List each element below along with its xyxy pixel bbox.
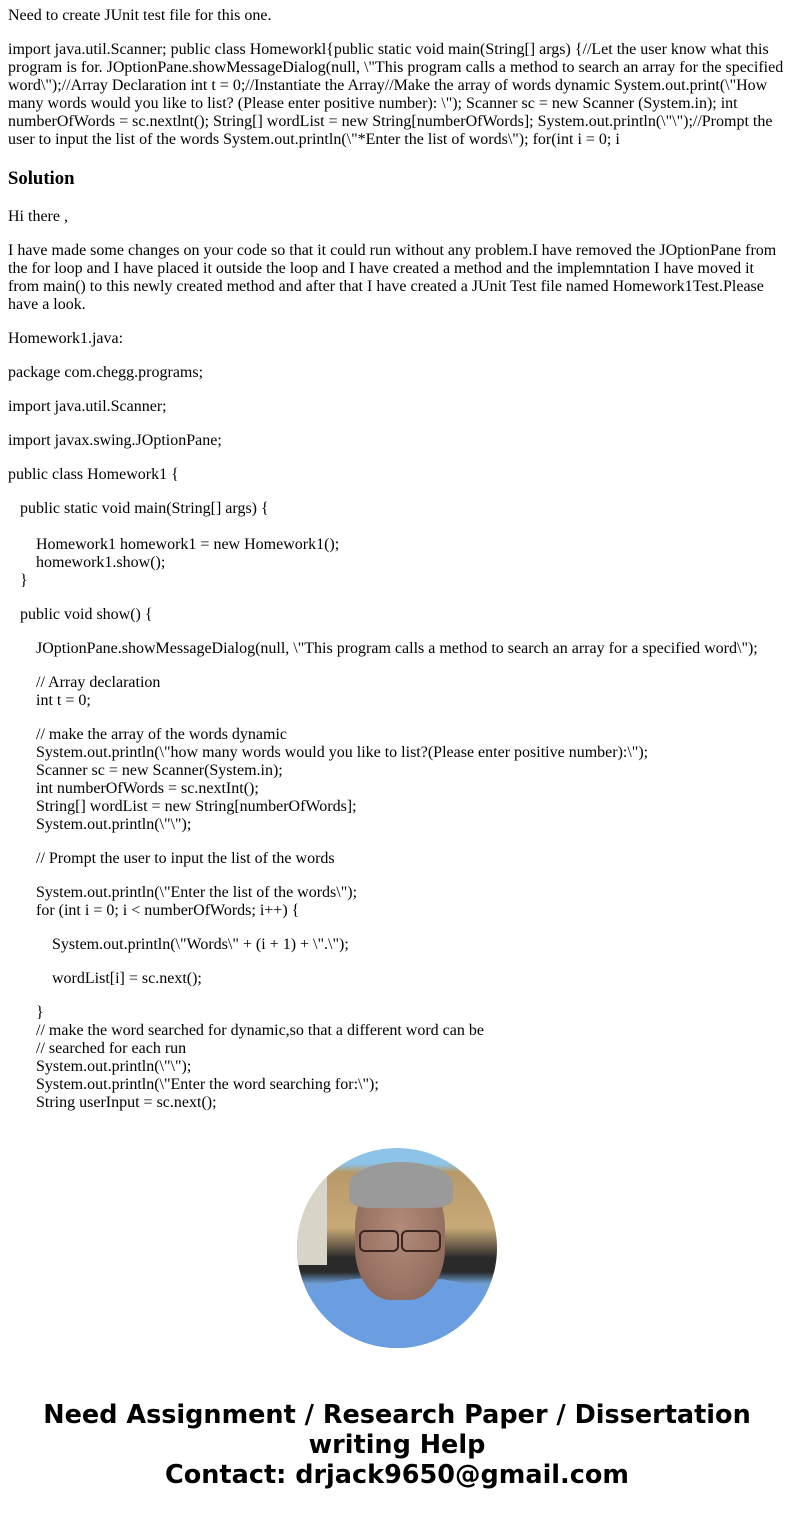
background-wall <box>297 1170 327 1265</box>
main-method-block <box>8 500 786 590</box>
code-line: System.out.println(\"Enter the word searching for:\"); <box>8 1076 379 1093</box>
code-line: public static void main(String[] args) { <box>8 500 269 517</box>
code-line: Scanner sc = new Scanner(System.in); <box>8 762 283 779</box>
glasses-left-lens <box>359 1230 399 1252</box>
code-line: // searched for each run <box>8 1040 187 1057</box>
dynamic-array-block <box>8 726 786 834</box>
code-line <box>8 518 786 536</box>
person-photo-icon <box>297 1148 497 1348</box>
code-line: // make the array of the words dynamic <box>8 726 288 743</box>
code-line: System.out.println(\"how many words would you like to list?(Please enter positive number):\"); <box>8 744 649 761</box>
package-line: package com.chegg.programs; <box>8 364 204 381</box>
code-line: String[] wordList = new String[numberOfWords]; <box>8 798 357 815</box>
code-line: int t = 0; <box>8 692 91 709</box>
hair-shape <box>349 1162 453 1208</box>
promo-banner <box>8 1400 786 1490</box>
promo-line-2: writing Help <box>308 1430 486 1460</box>
dialog-block <box>8 640 786 658</box>
code-line: public void show() { <box>8 606 153 623</box>
import-joptionpane-line: import javax.swing.JOptionPane; <box>8 432 222 449</box>
solution-explanation: I have made some changes on your code so that it could run without any problem.I have removed the JOptionPane from the for loop and I have placed it outside the loop and I have created a method and the implemntation I have moved it from main() to this newly created method and after that I have created a JUnit Test file named Homework1Test.Please have a look. <box>8 242 777 313</box>
code-line: wordList[i] = sc.next(); <box>8 970 202 987</box>
code-line: // Prompt the user to input the list of the words <box>8 850 335 867</box>
glasses-right-lens <box>401 1230 441 1252</box>
code-line: System.out.println(\"Words\" + (i + 1) + \".\"); <box>8 936 349 953</box>
code-line: Homework1 homework1 = new Homework1(); <box>8 536 340 553</box>
import-scanner-line: import java.util.Scanner; <box>8 398 167 415</box>
avatar-container <box>8 1148 786 1348</box>
loop-assign-block <box>8 970 786 988</box>
code-line: // make the word searched for dynamic,so that a different word can be <box>8 1022 484 1039</box>
tail-block <box>8 1004 786 1112</box>
code-line: homework1.show(); <box>8 554 166 571</box>
prompt-comment-block <box>8 850 786 868</box>
question-code-paragraph: import java.util.Scanner; public class Homeworkl{public static void main(String[] args) {//Let the user know what this program is for. JOptionPane.showMessageDialog(null, \"This program calls a method to search an array for the specified word\");//Array Declaration int t = 0;//Instantiate the Array//Make the array of words dynamic System.out.print(\"How many words would you like to list? (Please enter positive number): \"); Scanner sc = new Scanner (System.in); int numberOfWords = sc.nextlnt(); String[] wordList = new String[numberOfWords]; System.out.println(\"\");//Prompt the user to input the list of the words System.out.println(\"*Enter the list of words\"); for(int i = 0; i <box>8 41 784 148</box>
code-line: } <box>8 1004 44 1021</box>
loop-block <box>8 884 786 920</box>
class-declaration-line: public class Homework1 { <box>8 466 179 483</box>
promo-line-1: Need Assignment / Research Paper / Dissertation <box>43 1400 751 1430</box>
show-method-declaration <box>8 606 786 624</box>
code-line: for (int i = 0; i < numberOfWords; i++) { <box>8 902 300 919</box>
solution-heading: Solution <box>8 168 75 189</box>
code-line: int numberOfWords = sc.nextInt(); <box>8 780 259 797</box>
code-line: String userInput = sc.next(); <box>8 1094 217 1111</box>
promo-contact-line: Contact: drjack9650@gmail.com <box>165 1460 629 1490</box>
code-line: System.out.println(\"\"); <box>8 1058 192 1075</box>
loop-print-block <box>8 936 786 954</box>
code-line: JOptionPane.showMessageDialog(null, \"This program calls a method to search an array for a specified word\"); <box>8 640 758 657</box>
array-declaration-block <box>8 674 786 710</box>
code-line: // Array declaration <box>8 674 161 691</box>
file-label: Homework1.java: <box>8 330 124 347</box>
code-line: System.out.println(\"\"); <box>8 816 192 833</box>
code-line: System.out.println(\"Enter the list of the words\"); <box>8 884 358 901</box>
question-intro: Need to create JUnit test file for this one. <box>8 7 272 24</box>
solution-greeting: Hi there , <box>8 208 68 225</box>
code-line: } <box>8 572 28 589</box>
document-page <box>0 7 794 1490</box>
